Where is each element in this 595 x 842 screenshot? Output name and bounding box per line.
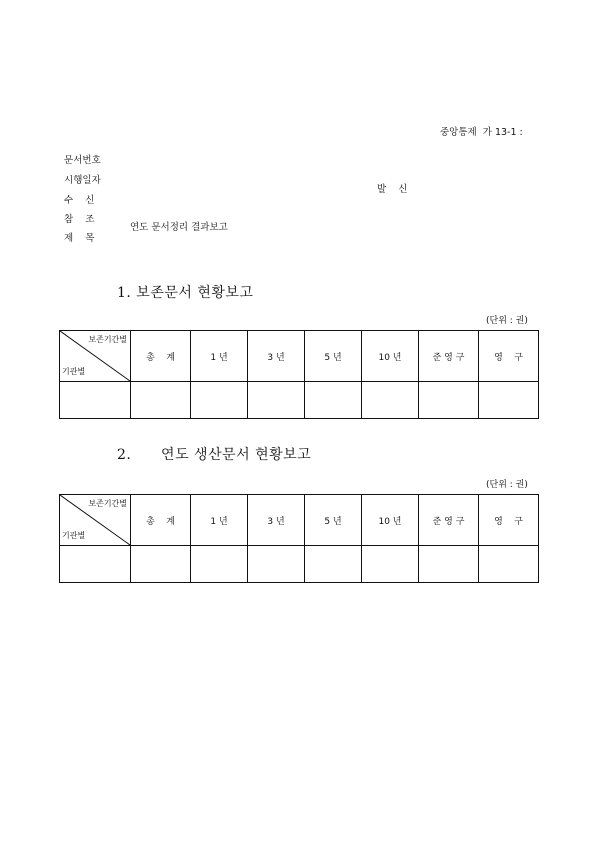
table-cell — [305, 382, 362, 419]
meta-label: 제 목 — [64, 233, 95, 244]
column-header: 영 구 — [479, 331, 539, 382]
corner-bottom-label: 기관별 — [62, 367, 86, 376]
column-header: 10 년 — [362, 331, 419, 382]
sender-label: 발 신 — [377, 184, 408, 195]
table-cell — [131, 382, 191, 419]
table-cell — [305, 546, 362, 583]
column-header: 총 계 — [131, 495, 191, 546]
table-cell — [60, 546, 131, 583]
column-header: 5 년 — [305, 495, 362, 546]
corner-top-label: 보존기간별 — [88, 335, 127, 344]
meta-label: 시행일자 — [64, 175, 101, 186]
table-cell — [248, 382, 305, 419]
corner-header-cell — [60, 495, 131, 546]
table-cell — [60, 382, 131, 419]
report-table — [59, 330, 539, 419]
corner-bottom-label: 기관별 — [62, 531, 86, 540]
table-header-row — [60, 495, 539, 546]
meta-label: 문서번호 — [64, 155, 101, 166]
column-header: 3 년 — [248, 495, 305, 546]
column-header: 준 영 구 — [419, 495, 479, 546]
table-row — [60, 546, 539, 583]
column-header: 총 계 — [131, 331, 191, 382]
column-header: 3 년 — [248, 331, 305, 382]
column-header: 준 영 구 — [419, 331, 479, 382]
unit-label: (단위 : 권) — [486, 480, 528, 490]
report-table — [59, 494, 539, 583]
meta-row-subject — [58, 219, 228, 255]
table-cell — [362, 382, 419, 419]
section-title: 1. 보존문서 현황보고 — [117, 285, 254, 301]
table-cell — [131, 546, 191, 583]
meta-value: 연도 문서정리 결과보고 — [130, 222, 228, 233]
column-header: 영 구 — [479, 495, 539, 546]
table-cell — [191, 546, 248, 583]
table-row — [60, 382, 539, 419]
table-cell — [479, 546, 539, 583]
section-title: 2. 연도 생산문서 현황보고 — [117, 447, 312, 463]
corner-top-label: 보존기간별 — [88, 499, 127, 508]
table-cell — [419, 382, 479, 419]
table-cell — [362, 546, 419, 583]
meta-label: 수 신 — [64, 195, 95, 206]
table-cell — [479, 382, 539, 419]
table-cell — [248, 546, 305, 583]
corner-header-cell — [60, 331, 131, 382]
column-header: 10 년 — [362, 495, 419, 546]
table-cell — [191, 382, 248, 419]
table-cell — [419, 546, 479, 583]
column-header: 1 년 — [191, 331, 248, 382]
table-header-row — [60, 331, 539, 382]
form-code: 중앙통제 가 13-1 : — [440, 127, 523, 138]
column-header: 1 년 — [191, 495, 248, 546]
column-header: 5 년 — [305, 331, 362, 382]
meta-label: 참 조 — [64, 214, 95, 225]
unit-label: (단위 : 권) — [486, 316, 528, 326]
